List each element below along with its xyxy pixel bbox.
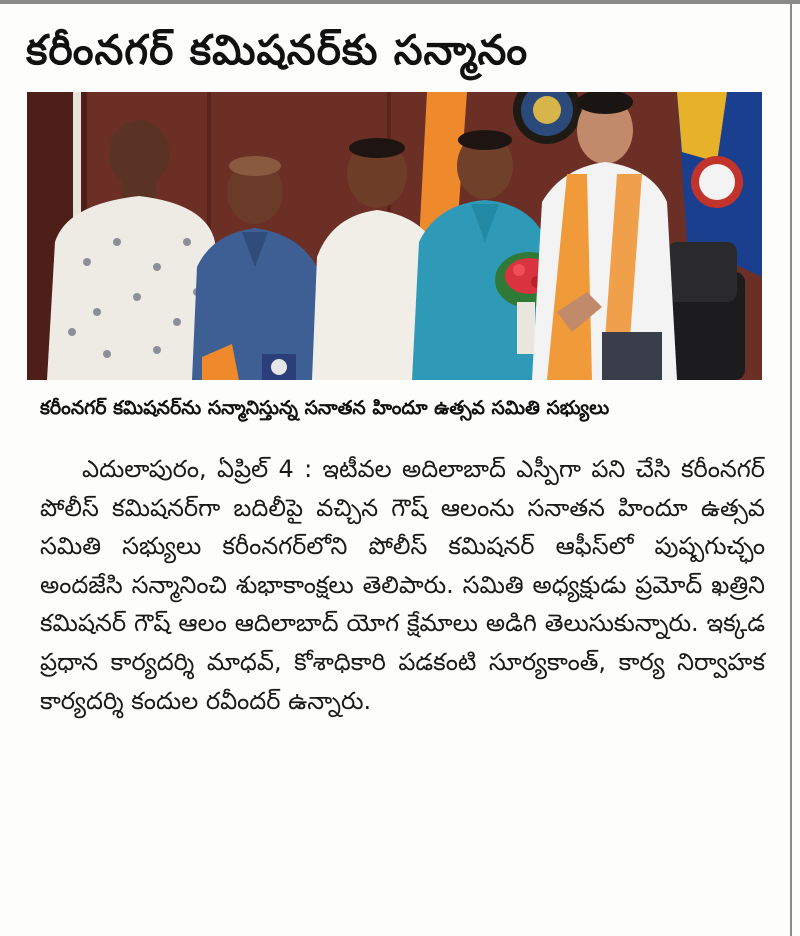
news-photo: [27, 92, 762, 380]
column-divider: [790, 0, 792, 936]
article-headline: కరీంనగర్ కమిషనర్‌కు సన్మానం: [26, 26, 529, 74]
article-body: ఎదులాపురం, ఏప్రిల్ 4 : ఇటీవల అదిలాబాద్ ఎస్పీగా పని చేసి కరీంనగర్ పోలీస్ కమిషనర్‌గా బదిలీపై వచ్చిన గౌష్ ఆలంను సనాతన హిందూ ఉత్సవ సమితి సభ్యులు కరీంనగర్‌లోని పోలీస్ కమిషనర్ ఆఫీస్‌లో పుష్పగుచ్ఛం అందజేసి సన్మానించి శుభాకాంక్షలు తెలిపారు. సమితి అధ్యక్షుడు ప్రమోద్ ఖత్రిని కమిషనర్ గౌష్ ఆలం ఆదిలాబాద్ యోగ క్షేమాలు అడిగి తెలుసుకున్నారు. ఇక్కడ ప్రధాన కార్యదర్శి మాధవ్, కోశాధికారి పడకంటి సూర్యకాంత్, కార్య నిర్వాహక కార్యదర్శి కందుల రవీందర్ ఉన్నారు.: [40, 455, 765, 715]
top-border: [0, 0, 800, 4]
next-article-headline-cropped: [26, 908, 766, 936]
photo-caption: కరీంనగర్ కమిషనర్‌ను సన్మానిస్తున్న సనాతన హిందూ ఉత్సవ సమితి సభ్యులు: [40, 397, 610, 419]
